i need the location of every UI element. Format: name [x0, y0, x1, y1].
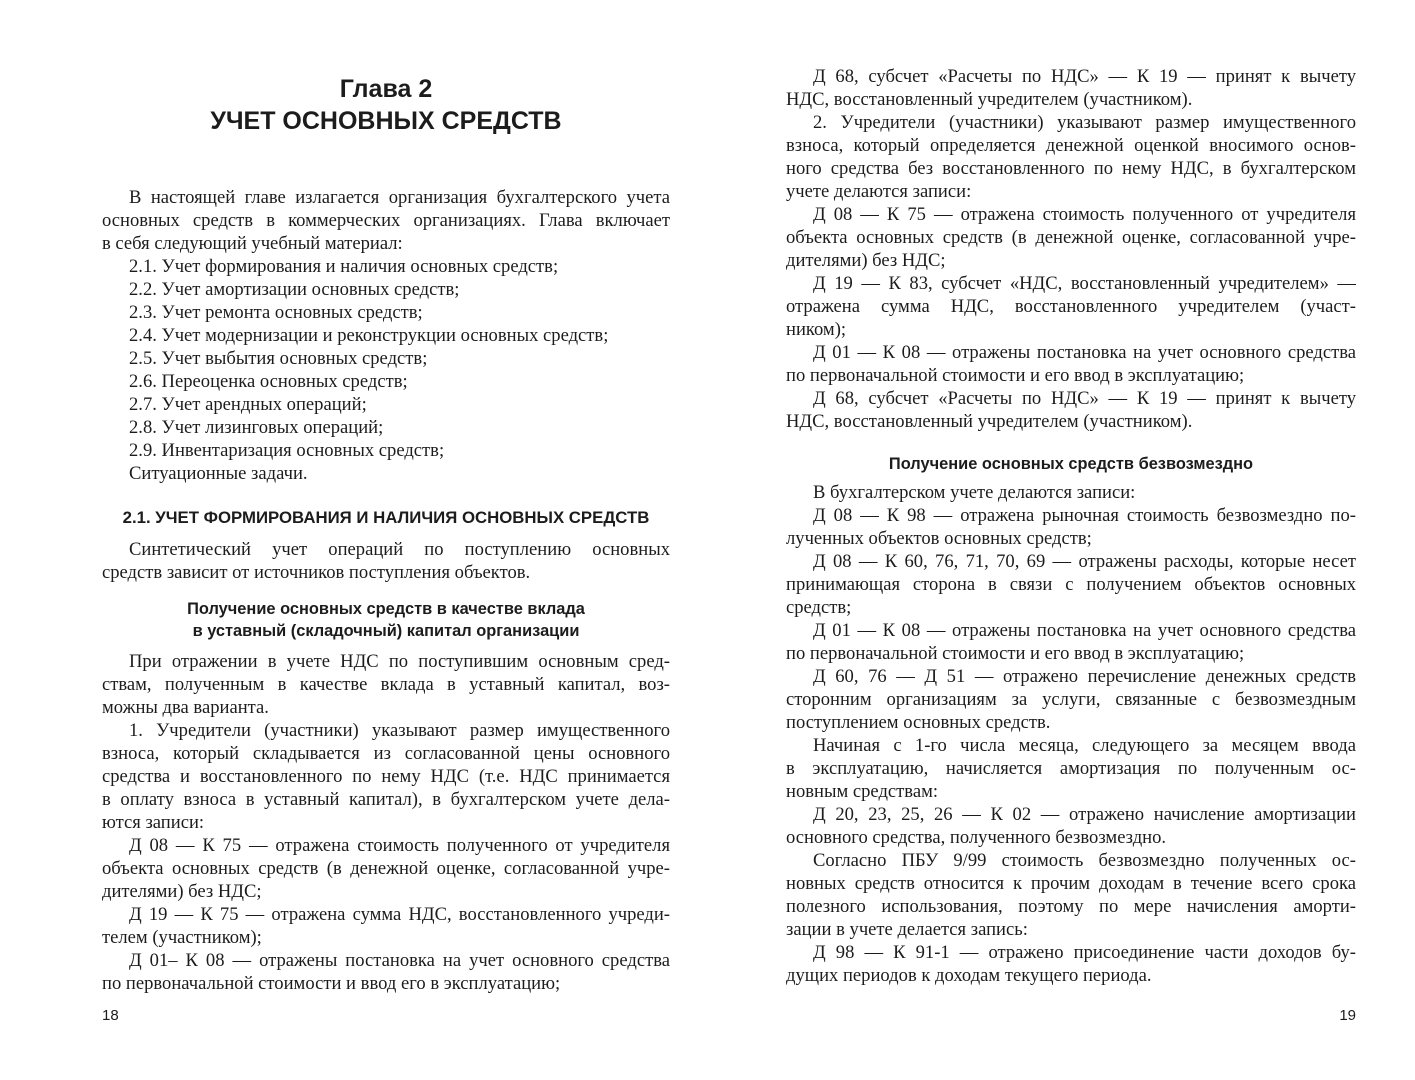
contents-item: 2.5. Учет выбытия основных средств;: [129, 348, 428, 369]
text-line: в эксплуатацию, начисляется амортизация по полученным ос-: [786, 758, 1356, 779]
text-line: В настоящей главе излагается организация бухгалтерского учета: [129, 187, 670, 208]
text-line: новным средствам:: [786, 781, 939, 802]
subheading-line: Получение основных средств в качестве вклада: [187, 600, 585, 618]
page-number: 19: [1339, 1007, 1356, 1024]
chapter-label: Глава 2: [339, 75, 433, 103]
text-line: Д 01 — К 08 — отражены постановка на учет основного средства: [813, 620, 1356, 641]
text-line: Д 08 — К 75 — отражена стоимость полученного от учредителя: [129, 835, 670, 856]
contents-item: 2.9. Инвентаризация основных средств;: [129, 440, 445, 461]
text-line: Д 19 — К 83, субсчет «НДС, восстановленный учредителем» —: [813, 273, 1356, 294]
text-line: Д 68, субсчет «Расчеты по НДС» — К 19 — принят к вычету: [813, 388, 1356, 409]
text-line: средств зависит от источников поступления объектов.: [102, 562, 531, 583]
text-line: Д 01 — К 08 — отражены постановка на учет основного средства: [813, 342, 1356, 363]
text-line: Д 08 — К 98 — отражена рыночная стоимость безвозмездно по-: [813, 505, 1356, 526]
section-intro-paragraph: [102, 538, 670, 584]
body-text: [786, 481, 1356, 987]
text-line: Д 08 — К 75 — отражена стоимость полученного от учредителя: [813, 204, 1356, 225]
body-text: [786, 65, 1356, 433]
text-line: лученных объектов основных средств;: [786, 528, 1092, 549]
section-heading: 2.1. УЧЕТ ФОРМИРОВАНИЯ И НАЛИЧИЯ ОСНОВНЫХ СРЕДСТВ: [122, 508, 650, 527]
contents-item: 2.3. Учет ремонта основных средств;: [129, 302, 423, 323]
text-line: по первоначальной стоимости и его ввод в эксплуатацию;: [786, 643, 1245, 664]
chapter-contents-list: [102, 255, 670, 485]
text-line: поступлением основных средств.: [786, 712, 1051, 733]
left-page: [102, 0, 670, 1080]
contents-item: 2.6. Переоценка основных средств;: [129, 371, 408, 392]
text-line: зации в учете делается запись:: [786, 919, 1028, 940]
contents-item: Ситуационные задачи.: [129, 463, 308, 484]
text-line: по первоначальной стоимости и ввод его в эксплуатацию;: [102, 973, 561, 994]
subheading-line: в уставный (складочный) капитал организации: [192, 622, 580, 640]
text-line: в оплату взноса в уставный капитал), в бухгалтерском учете дела-: [102, 789, 670, 810]
text-line: ствам, полученным в качестве вклада в уставный капитал, воз-: [102, 674, 670, 695]
subheading-free-receipt: Получение основных средств безвозмездно: [888, 455, 1254, 473]
text-line: При отражении в учете НДС по поступившим основным сред-: [129, 651, 670, 672]
text-line: по первоначальной стоимости и его ввод в эксплуатацию;: [786, 365, 1245, 386]
text-line: ного средства без восстановленного по нему НДС, в бухгалтерском: [786, 158, 1356, 179]
right-page: [786, 0, 1356, 1080]
text-line: новных средств относится к прочим доходам в течение всего срока: [786, 873, 1356, 894]
text-line: в себя следующий учебный материал:: [102, 233, 403, 254]
text-line: Д 98 — К 91-1 — отражено присоединение части доходов бу-: [813, 942, 1356, 963]
text-line: дущих периодов к доходам текущего периода.: [786, 965, 1152, 986]
text-line: Д 20, 23, 25, 26 — К 02 — отражено начисление амортизации: [813, 804, 1356, 825]
chapter-intro: [102, 186, 670, 485]
text-line: 1. Учредители (участники) указывают размер имущественного: [129, 720, 670, 741]
text-line: полезного использования, поэтому по мере начисления аморти-: [786, 896, 1356, 917]
contents-item: 2.8. Учет лизинговых операций;: [129, 417, 384, 438]
text-line: Д 08 — К 60, 76, 71, 70, 69 — отражены расходы, которые несет: [813, 551, 1356, 572]
text-line: учете делаются записи:: [786, 181, 972, 202]
text-line: принимающая сторона в связи с получением объектов основных: [786, 574, 1356, 595]
text-line: объекта основных средств (в денежной оценке, согласованной учре-: [786, 227, 1356, 248]
text-line: Д 60, 76 — Д 51 — отражено перечисление денежных средств: [813, 666, 1356, 687]
contents-item: 2.1. Учет формирования и наличия основных средств;: [129, 256, 559, 277]
text-line: НДС, восстановленный учредителем (участником).: [786, 89, 1193, 110]
text-line: средства и восстановленного по нему НДС (т.е. НДС принимается: [102, 766, 670, 787]
text-line: взноса, который определяется денежной оценкой вносимого основ-: [786, 135, 1356, 156]
text-line: Д 68, субсчет «Расчеты по НДС» — К 19 — принят к вычету: [813, 66, 1356, 87]
text-line: взноса, который складывается из согласованной цены основного: [102, 743, 670, 764]
text-line: НДС, восстановленный учредителем (участником).: [786, 411, 1193, 432]
text-line: средств;: [786, 597, 852, 618]
chapter-title: УЧЕТ ОСНОВНЫХ СРЕДСТВ: [210, 107, 562, 135]
text-line: объекта основных средств (в денежной оценке, согласованной учре-: [102, 858, 670, 879]
text-line: основного средства, полученного безвозмездно.: [786, 827, 1167, 848]
text-line: 2. Учредители (участники) указывают размер имущественного: [813, 112, 1356, 133]
contents-item: 2.7. Учет арендных операций;: [129, 394, 367, 415]
text-line: В бухгалтерском учете делаются записи:: [813, 482, 1136, 503]
text-line: дителями) без НДС;: [102, 881, 262, 902]
page-number: 18: [102, 1007, 119, 1024]
text-line: Д 19 — К 75 — отражена сумма НДС, восстановленного учреди-: [129, 904, 670, 925]
text-line: Начиная с 1-го числа месяца, следующего за месяцем ввода: [813, 735, 1356, 756]
text-line: ником);: [786, 319, 847, 340]
text-line: отражена сумма НДС, восстановленного учредителем (участ-: [786, 296, 1356, 317]
body-text: [102, 650, 670, 995]
contents-item: 2.4. Учет модернизации и реконструкции основных средств;: [129, 325, 609, 346]
subheading-contribution: [102, 598, 670, 642]
text-line: Синтетический учет операций по поступлению основных: [129, 539, 670, 560]
text-line: можны два варианта.: [102, 697, 269, 718]
text-line: сторонним организациям за услуги, связанные с безвозмездным: [786, 689, 1356, 710]
text-line: основных средств в коммерческих организациях. Глава включает: [102, 210, 670, 231]
text-line: ются записи:: [102, 812, 205, 833]
text-line: Согласно ПБУ 9/99 стоимость безвозмездно полученных ос-: [813, 850, 1356, 871]
text-line: телем (участником);: [102, 927, 262, 948]
text-line: дителями) без НДС;: [786, 250, 946, 271]
text-line: Д 01– К 08 — отражены постановка на учет основного средства: [129, 950, 670, 971]
contents-item: 2.2. Учет амортизации основных средств;: [129, 279, 460, 300]
intro-paragraph: [102, 186, 670, 255]
